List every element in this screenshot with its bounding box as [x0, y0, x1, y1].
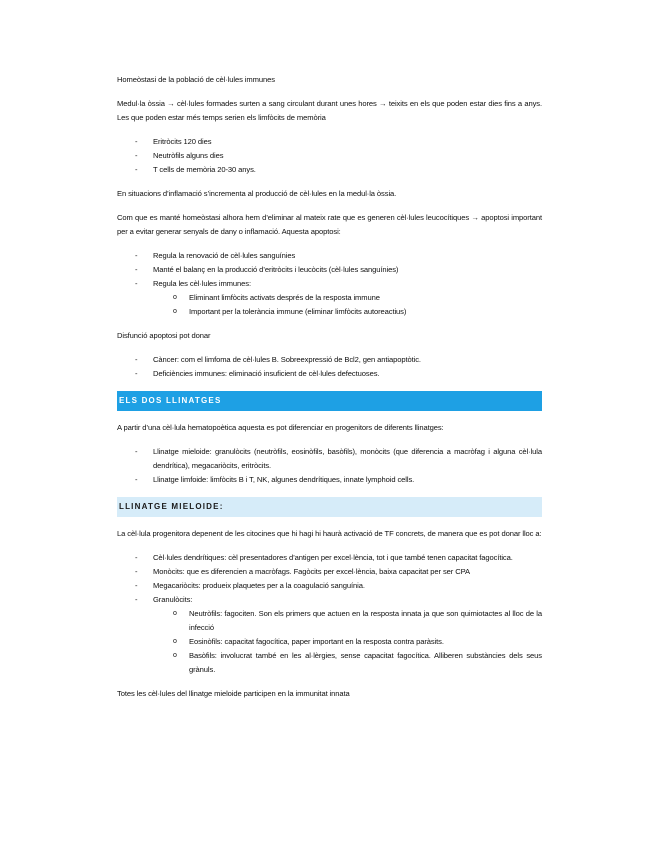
sub-list-item: o Neutròfils: fagociten. Son els primers que actuen en la resposta innata ja que son quimiotactes al lloc de la infecció: [117, 607, 542, 635]
list-item: - Càncer: com el limfoma de cèl·lules B. Sobreexpressió de Bcl2, gen antiapoptòtic.: [117, 353, 542, 367]
text-span: cèl·lules formades surten a sang circulant durant unes hores: [174, 99, 380, 108]
list-item: - Deficiències immunes: eliminació insuficient de cèl·lules defectuoses.: [117, 367, 542, 381]
list-item: - Cèl·lules dendrítiques: cèl presentadores d’antigen per excel·lència, tot i que també tenen capacitat fagocítica.: [117, 551, 542, 565]
list-item: - Megacariòcits: produeix plaquetes per a la coagulació sanguínia.: [117, 579, 542, 593]
sub-list-item: o Basòfils: involucrat també en les al·lèrgies, sense capacitat fagocítica. Alliberen substàncies dels seus grànuls.: [117, 649, 542, 677]
text-span: apoptosi important per a evitar generar senyals de dany o inflamació. Aquesta apoptosi:: [117, 213, 542, 236]
text-span: teixits en els que poden estar dies fins a anys. Les que poden estar més temps serien els limfòcits de memòria: [117, 99, 542, 122]
sub-list-item: o Eosinòfils: capacitat fagocítica, paper important en la resposta contra paràsits.: [117, 635, 542, 649]
right-arrow-icon: →: [167, 99, 175, 108]
section-heading-lineages: ELS DOS LLINATGES: [117, 391, 542, 411]
list-item: - Eritròcits 120 dies: [117, 135, 542, 149]
paragraph-innate: Totes les cèl·lules del llinatge mieloide participen en la immunitat innata: [117, 689, 350, 698]
paragraph-hematopoietic: A partir d’una cèl·lula hematopoètica aquesta es pot diferenciar en progenitors de diferents llinatges:: [117, 423, 444, 432]
list-item: - Manté el balanç en la producció d’eritròcits i leucòcits (cèl·lules sanguínies): [117, 263, 542, 277]
list-item: - T cells de memòria 20-30 anys.: [117, 163, 542, 177]
lifespan-list: [117, 135, 542, 177]
paragraph-bone-marrow: [117, 97, 542, 125]
document-page: [117, 73, 542, 701]
paragraph-inflammation: En situacions d’inflamació s’incrementa al producció de cèl·lules en la medul·la òssia.: [117, 189, 397, 198]
sub-list-item: o Eliminant limfòcits activats després de la resposta immune: [117, 291, 542, 305]
dysfunction-list: [117, 353, 542, 381]
paragraph-progenitor: La cèl·lula progenitora depenent de les citocines que hi hagi hi haurà activació de TF concrets, de manera que es pot donar lloc a:: [117, 529, 542, 538]
paragraph-homeostasis: [117, 211, 542, 239]
text-span: Com que es manté homeòstasi alhora hem d’eliminar al mateix rate que es generen cèl·lules leucocítiques: [117, 213, 472, 222]
right-arrow-icon: →: [379, 99, 387, 108]
list-item: - Regula la renovació de cèl·lules sanguínies: [117, 249, 542, 263]
lineage-list: [117, 445, 542, 487]
apoptosis-list: [117, 249, 542, 319]
myeloid-list: [117, 551, 542, 677]
list-item: - Granulòcits:: [117, 593, 542, 607]
right-arrow-icon: →: [471, 213, 479, 222]
list-item: - Regula les cèl·lules immunes:: [117, 277, 542, 291]
list-item: - Monòcits: que es diferencien a macròfags. Fagòcits per excel·lència, baixa capacitat per ser CPA: [117, 565, 542, 579]
text-span: Medul·la òssia: [117, 99, 168, 108]
doc-title: Homeòstasi de la població de cèl·lules immunes: [117, 75, 275, 84]
section-heading-myeloid: LLINATGE MIELOIDE:: [117, 497, 542, 517]
list-item: - Llinatge mieloide: granulòcits (neutròfils, eosinòfils, basòfils), monòcits (que diferencia a macròfag i alguna cèl·lula dendrítica), megacariòcits, eritròcits.: [117, 445, 542, 473]
list-item: - Neutròfils alguns dies: [117, 149, 542, 163]
paragraph-dysfunction: Disfunció apoptosi pot donar: [117, 331, 211, 340]
list-item: - Llinatge limfoide: limfòcits B i T, NK, algunes dendrítiques, innate lymphoid cells.: [117, 473, 542, 487]
sub-list-item: o Important per la tolerància immune (eliminar limfòcits autoreactius): [117, 305, 542, 319]
